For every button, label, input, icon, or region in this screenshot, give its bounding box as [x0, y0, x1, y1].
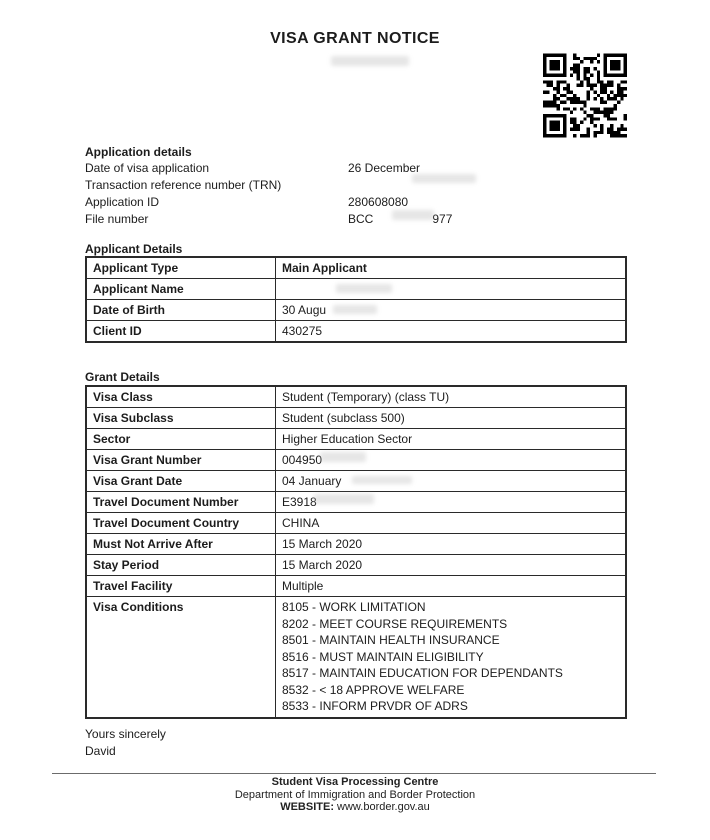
visa-condition-line: 8517 - MAINTAIN EDUCATION FOR DEPENDANTS: [282, 666, 563, 680]
cell-label: Visa Grant Number: [86, 450, 276, 471]
table-row: [86, 555, 626, 576]
table-row: [86, 257, 626, 279]
detail-value: 280608080: [348, 195, 409, 209]
detail-value: 26 December: [348, 161, 421, 175]
page-title: VISA GRANT NOTICE: [270, 30, 440, 47]
detail-label: File number: [85, 212, 149, 226]
cell-value: Multiple: [276, 576, 627, 597]
cell-value: 30 Augu: [276, 300, 627, 321]
cell-label: Client ID: [86, 321, 276, 343]
cell-value: 004950: [276, 450, 627, 471]
table-row: [86, 279, 626, 300]
detail-row-file-number: [85, 211, 630, 228]
application-details-section: [85, 144, 630, 228]
cell-value: Student (subclass 500): [276, 408, 627, 429]
cell-label: Travel Document Number: [86, 492, 276, 513]
visa-condition-line: 8516 - MUST MAINTAIN ELIGIBILITY: [282, 649, 484, 664]
signature-block: [85, 726, 166, 759]
table-row: [86, 300, 626, 321]
file-number-suffix: 977: [432, 212, 453, 226]
cell-label: Visa Class: [86, 386, 276, 408]
cell-label: Travel Document Country: [86, 513, 276, 534]
detail-value: [348, 211, 630, 228]
cell-label: Must Not Arrive After: [86, 534, 276, 555]
footer-website-url: www.border.gov.au: [337, 801, 430, 813]
detail-row-date-of-application: [85, 160, 630, 177]
signature-name: David: [85, 743, 116, 758]
cell-value: E3918: [276, 492, 627, 513]
table-row: [86, 429, 626, 450]
cell-value: 04 January: [276, 471, 627, 492]
cell-value: Main Applicant: [276, 257, 627, 279]
cell-label: Applicant Name: [86, 279, 276, 300]
cell-value: [276, 279, 627, 300]
signature-closing: Yours sincerely: [85, 727, 166, 741]
file-number-prefix: BCC: [348, 212, 374, 226]
cell-value: Higher Education Sector: [276, 429, 627, 450]
table-row: [86, 386, 626, 408]
detail-row-application-id: [85, 194, 630, 211]
cell-value: 15 March 2020: [276, 534, 627, 555]
cell-value: Student (Temporary) (class TU): [276, 386, 627, 408]
footer-divider: [52, 773, 656, 774]
visa-condition-line: 8533 - INFORM PRVDR OF ADRS: [282, 699, 468, 713]
redaction-smudge: [331, 56, 409, 66]
qr-code: [543, 52, 627, 139]
detail-label: Transaction reference number (TRN): [85, 178, 282, 192]
footer-website-label: WEBSITE:: [280, 801, 334, 813]
application-details-heading: Application details: [85, 145, 192, 159]
applicant-details-heading: Applicant Details: [85, 242, 183, 256]
applicant-details-table: [85, 256, 627, 343]
cell-label: Stay Period: [86, 555, 276, 576]
footer-centre-name: Student Visa Processing Centre: [271, 776, 439, 788]
footer: [0, 776, 710, 814]
cell-label: Visa Grant Date: [86, 471, 276, 492]
detail-label: Date of visa application: [85, 161, 210, 175]
detail-value: [348, 177, 630, 194]
visa-condition-line: 8202 - MEET COURSE REQUIREMENTS: [282, 616, 508, 631]
table-row: [86, 534, 626, 555]
cell-value-visa-conditions: [276, 597, 627, 718]
detail-row-trn: [85, 177, 630, 194]
detail-label: Application ID: [85, 195, 160, 209]
table-row: [86, 408, 626, 429]
table-row: [86, 576, 626, 597]
cell-label: Visa Subclass: [86, 408, 276, 429]
cell-label: Applicant Type: [86, 257, 276, 279]
cell-label: Travel Facility: [86, 576, 276, 597]
cell-value: 430275: [276, 321, 627, 343]
visa-condition-line: 8532 - < 18 APPROVE WELFARE: [282, 682, 465, 697]
grant-details-heading: Grant Details: [85, 370, 160, 384]
grant-details-table: [85, 385, 627, 719]
footer-website-line: [0, 801, 710, 814]
table-row-visa-conditions: [86, 597, 626, 718]
table-row: [86, 471, 626, 492]
cell-value: 15 March 2020: [276, 555, 627, 576]
table-row: [86, 321, 626, 343]
table-row: [86, 513, 626, 534]
visa-condition-line: 8105 - WORK LIMITATION: [282, 600, 426, 614]
visa-condition-line: 8501 - MAINTAIN HEALTH INSURANCE: [282, 633, 500, 647]
cell-label: Sector: [86, 429, 276, 450]
table-row: [86, 450, 626, 471]
table-row: [86, 492, 626, 513]
cell-label: Visa Conditions: [86, 597, 276, 718]
footer-department: Department of Immigration and Border Protection: [234, 788, 476, 801]
cell-label: Date of Birth: [86, 300, 276, 321]
cell-value: CHINA: [276, 513, 627, 534]
